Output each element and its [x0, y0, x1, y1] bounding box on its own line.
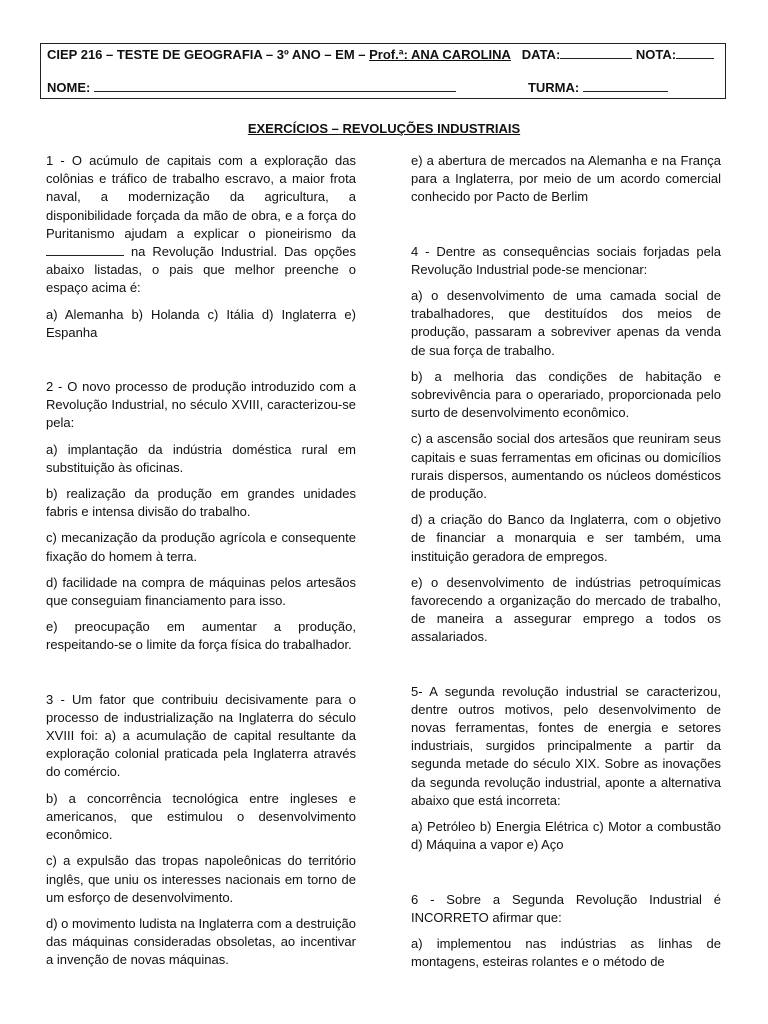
question-1-text-b: na Revolução Industrial. Das opções abaixo listadas, o pais que melhor preenche o espaço acima é: [46, 244, 356, 296]
question-2-option-b: b) realização da produção em grandes unidades fabris e intensa divisão do trabalho. [46, 486, 356, 520]
class-label: TURMA: [527, 80, 580, 95]
page-title: EXERCÍCIOS – REVOLUÇÕES INDUSTRIAIS [247, 121, 521, 136]
question-4: 4 - Dentre as consequências sociais forjadas pela Revolução Industrial pode-se mencionar: [411, 243, 721, 277]
question-3: 3 - Um fator que contribuiu decisivamente para o processo de industrialização na Inglaterra do século XVIII foi: a) a acumulação de capital resultante da exploração colonial praticada pela Inglaterra através do comércio. [46, 691, 356, 780]
question-4-option-e: e) o desenvolvimento de indústrias petroquímicas favorecendo a organização do mercado de trabalho, de maneira a assegurar emprego a todos os assalariados. [411, 574, 721, 645]
question-3-option-d: d) o movimento ludista na Inglaterra com a destruição das máquinas consideradas obsoletas, ao incentivar a invenção de novas máquinas. [46, 915, 356, 968]
question-1-text-a: 1 - O acúmulo de capitais com a exploração das colônias e tráfico de trabalho escravo, a maior frota naval, a modernização da agricultura, a disponibilidade forçada da mão de obra, e a força do Puritanismo ajudam a explicar o pioneirismo da [46, 153, 356, 241]
question-2: 2 - O novo processo de produção introduzido com a Revolução Industrial, no século XVIII, caracterizou-se pela: [46, 379, 356, 431]
name-label: NOME: [47, 80, 91, 95]
question-2-option-d: d) facilidade na compra de máquinas pelos artesãos que conseguiam financiamento para isso. [46, 574, 356, 609]
question-4-option-a: a) o desenvolvimento de uma camada social de trabalhadores, que destituídos dos meios de produção, passaram a sobreviver apenas da venda de sua força de trabalho. [411, 288, 721, 358]
header-line-2 [47, 80, 668, 95]
date-label: DATA: [521, 47, 561, 62]
grade-blank[interactable] [676, 47, 714, 59]
question-4-option-d: d) a criação do Banco da Inglaterra, com o objetivo de financiar a monarquia e ser também, uma instituição geradora de empregos. [411, 512, 721, 564]
question-1-blank [46, 244, 124, 256]
question-5-options: a) Petróleo b) Energia Elétrica c) Motor a combustão d) Máquina a vapor e) Aço [411, 819, 721, 853]
question-2-option-e: e) preocupação em aumentar a produção, respeitando-se o limite da força física do trabalhador. [46, 619, 356, 653]
left-column [46, 152, 356, 978]
header-line-1 [47, 47, 714, 62]
right-column [411, 152, 721, 979]
class-blank[interactable] [583, 80, 668, 92]
question-1 [46, 152, 356, 298]
question-3-option-b: b) a concorrência tecnológica entre ingleses e americanos, que estimulou o desenvolvimento econômico. [46, 790, 356, 843]
question-2-option-a: a) implantação da indústria doméstica rural em substituição às oficinas. [46, 441, 356, 475]
question-1-options: a) Alemanha b) Holanda c) Itália d) Inglaterra e) Espanha [46, 306, 356, 340]
name-blank[interactable] [94, 80, 456, 92]
header-box [40, 43, 726, 99]
question-4-option-b: b) a melhoria das condições de habitação e sobrevivência para o operariado, proporcionada pelo surto de desenvolvimento econômico. [411, 368, 721, 421]
question-2-option-c: c) mecanização da produção agrícola e consequente fixação do homem à terra. [46, 530, 356, 564]
question-6-option-a: a) implementou nas indústrias as linhas de montagens, esteiras rolantes e o método de [411, 935, 721, 970]
question-4-option-c: c) a ascensão social dos artesãos que reuniram seus capitais e suas ferramentas em oficinas ou domicílios rurais dispersos, aumentando os núcleos domésticos de produção. [411, 431, 721, 502]
question-3-option-e: e) a abertura de mercados na Alemanha e na França para a Inglaterra, por meio de um acordo comercial conhecido por Pacto de Berlim [411, 153, 721, 205]
date-blank[interactable] [560, 47, 632, 59]
question-5: 5- A segunda revolução industrial se caracterizou, dentre outros motivos, pelo desenvolvimento de novas ferramentas, fontes de energia e setores industriais, surgidos principalmente a partir da segunda metade do século XIX. Sobre as inovações da segunda revolução industrial, aponte a alternativa abaixo que está incorreta: [411, 683, 721, 808]
question-6: 6 - Sobre a Segunda Revolução Industrial é INCORRETO afirmar que: [411, 891, 721, 925]
school-line: CIEP 216 – TESTE DE GEOGRAFIA – 3º ANO – EM – [47, 47, 370, 62]
question-3-option-c: c) a expulsão das tropas napoleônicas do território inglês, que uniu os interesses nacionais em torno de um esforço de desenvolvimento. [46, 853, 356, 905]
teacher-name: Prof.ª: ANA CAROLINA [369, 47, 511, 62]
grade-label: NOTA: [635, 47, 677, 62]
